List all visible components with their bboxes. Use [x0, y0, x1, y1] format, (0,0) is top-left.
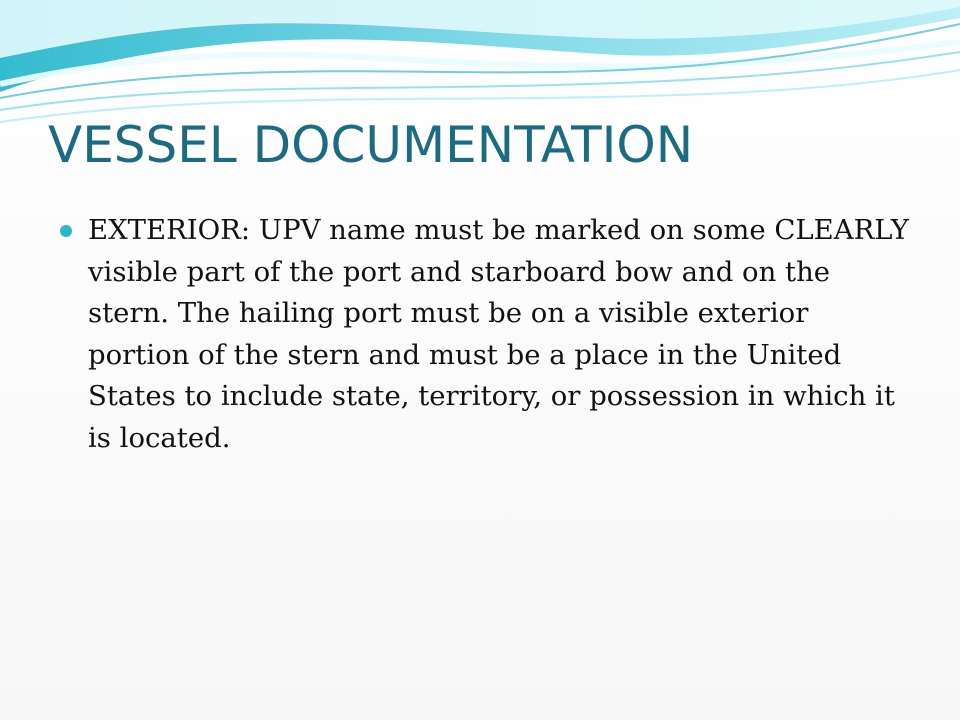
- bullet-list-item: [58, 210, 918, 459]
- decorative-wave-header: [0, 0, 960, 130]
- slide-content: [58, 210, 918, 459]
- slide-title: VESSEL DOCUMENTATION: [48, 116, 694, 174]
- bullet-icon: [60, 225, 72, 237]
- bullet-text: EXTERIOR: UPV name must be marked on some CLEARLY visible part of the port and starboard bow and on the stern. The hailing port must be on a visible exterior portion of the stern and must be a place in the United States to include state, territory, or possession in which it is located.: [88, 214, 909, 454]
